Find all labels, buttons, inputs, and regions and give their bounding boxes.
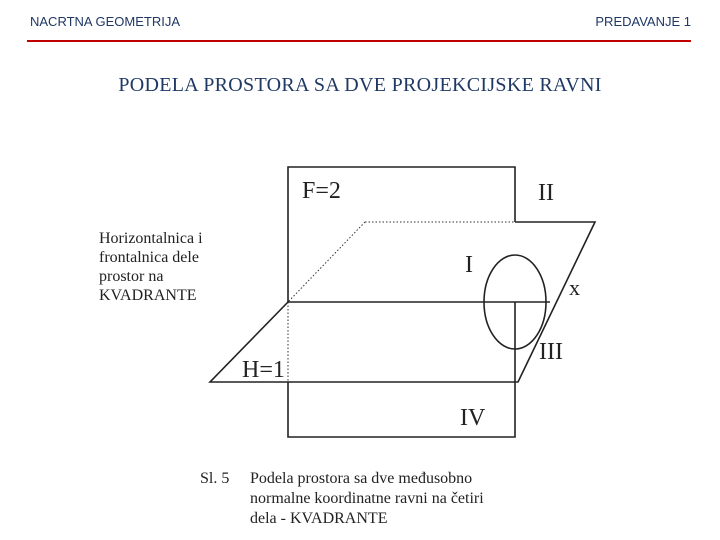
side-text-line: prostor na xyxy=(99,268,164,285)
quadrant-iv-label: IV xyxy=(460,405,486,431)
slide-title: PODELA PROSTORA SA DVE PROJEKCIJSKE RAVNI xyxy=(118,74,602,96)
axis-x-label: x xyxy=(569,275,580,300)
quadrant-i-label: I xyxy=(465,252,473,278)
header-course-title: NACRTNA GEOMETRIJA xyxy=(30,14,181,29)
frontal-plane-label: F=2 xyxy=(302,178,341,204)
side-text-line: KVADRANTE xyxy=(99,287,197,304)
caption-line: normalne koordinatne ravni na četiri xyxy=(250,490,484,507)
caption-line: dela - KVADRANTE xyxy=(250,510,388,527)
quadrant-ii-label: II xyxy=(538,180,554,206)
horizontal-plane-label: H=1 xyxy=(242,357,285,383)
projection-planes-figure xyxy=(200,160,600,450)
caption-line xyxy=(200,469,484,489)
caption-text: Podela prostora sa dve međusobno xyxy=(250,470,473,487)
figure-caption xyxy=(200,469,484,529)
caption-number: Sl. 5 xyxy=(200,470,230,487)
header-lecture-number: PREDAVANJE 1 xyxy=(595,14,691,29)
quadrant-iii-label: III xyxy=(539,339,563,365)
side-text-line: Horizontalnica i xyxy=(99,230,203,247)
header-divider xyxy=(27,40,691,42)
side-text-line: frontalnica dele xyxy=(99,249,199,266)
hidden-edge-diagonal xyxy=(288,222,365,302)
